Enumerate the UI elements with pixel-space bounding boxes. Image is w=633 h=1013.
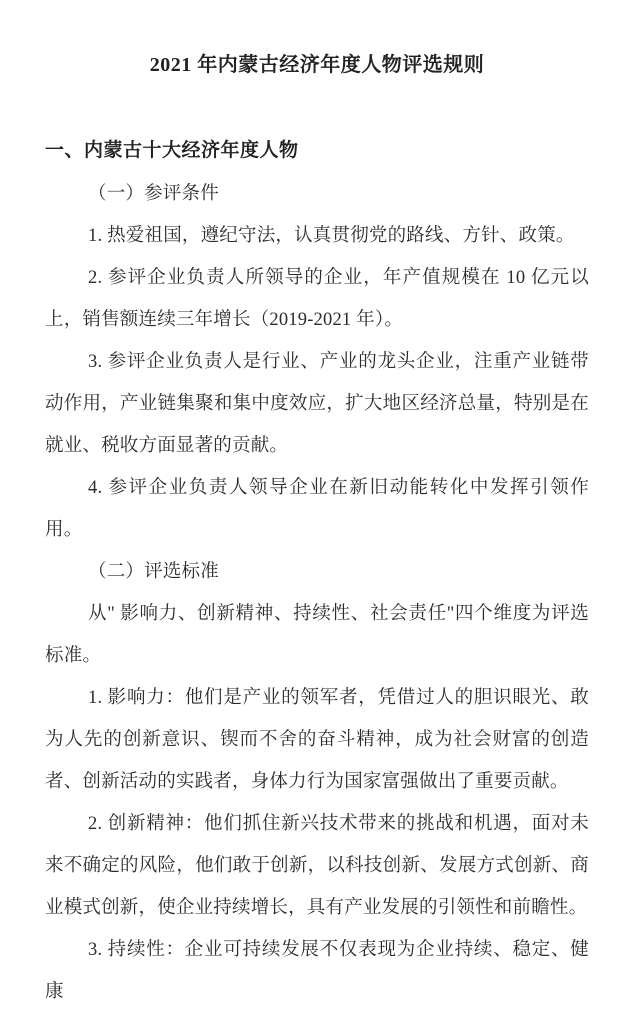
- paragraph-criteria-intro: 从" 影响力、创新精神、持续性、社会责任"四个维度为评选标准。: [45, 604, 589, 666]
- paragraph-condition-1: 1. 热爱祖国，遵纪守法，认真贯彻党的路线、方针、政策。: [88, 226, 575, 246]
- section-heading: 一、内蒙古十大经济年度人物: [45, 140, 299, 161]
- document-body: [45, 173, 589, 1013]
- paragraph-condition-3: 3. 参评企业负责人是行业、产业的龙头企业，注重产业链带动作用，产业链集聚和集中度效应，扩大地区经济总量，特别是在就业、税收方面显著的贡献。: [45, 352, 589, 456]
- paragraph-criteria-innovation: 2. 创新精神：他们抓住新兴技术带来的挑战和机遇，面对未来不确定的风险，他们敢于创新，以科技创新、发展方式创新、商业模式创新，使企业持续增长，具有产业发展的引领性和前瞻性。: [45, 814, 589, 918]
- paragraph-criteria-sustainability: 3. 持续性：企业可持续发展不仅表现为企业持续、稳定、健康: [45, 940, 589, 1002]
- paragraph-condition-4: 4. 参评企业负责人领导企业在新旧动能转化中发挥引领作用。: [45, 478, 589, 540]
- paragraph-criteria-heading: （二）评选标准: [88, 562, 219, 582]
- paragraph-entry-conditions-heading: （一）参评条件: [88, 184, 219, 204]
- paragraph-condition-2: 2. 参评企业负责人所领导的企业，年产值规模在 10 亿元以上，销售额连续三年增长（2019-2021 年）。: [45, 268, 589, 330]
- document-title: 2021 年内蒙古经济年度人物评选规则: [149, 54, 485, 76]
- paragraph-criteria-influence: 1. 影响力：他们是产业的领军者，凭借过人的胆识眼光、敢为人先的创新意识、锲而不舍的奋斗精神，成为社会财富的创造者、创新活动的实践者，身体力行为国家富强做出了重要贡献。: [45, 688, 589, 792]
